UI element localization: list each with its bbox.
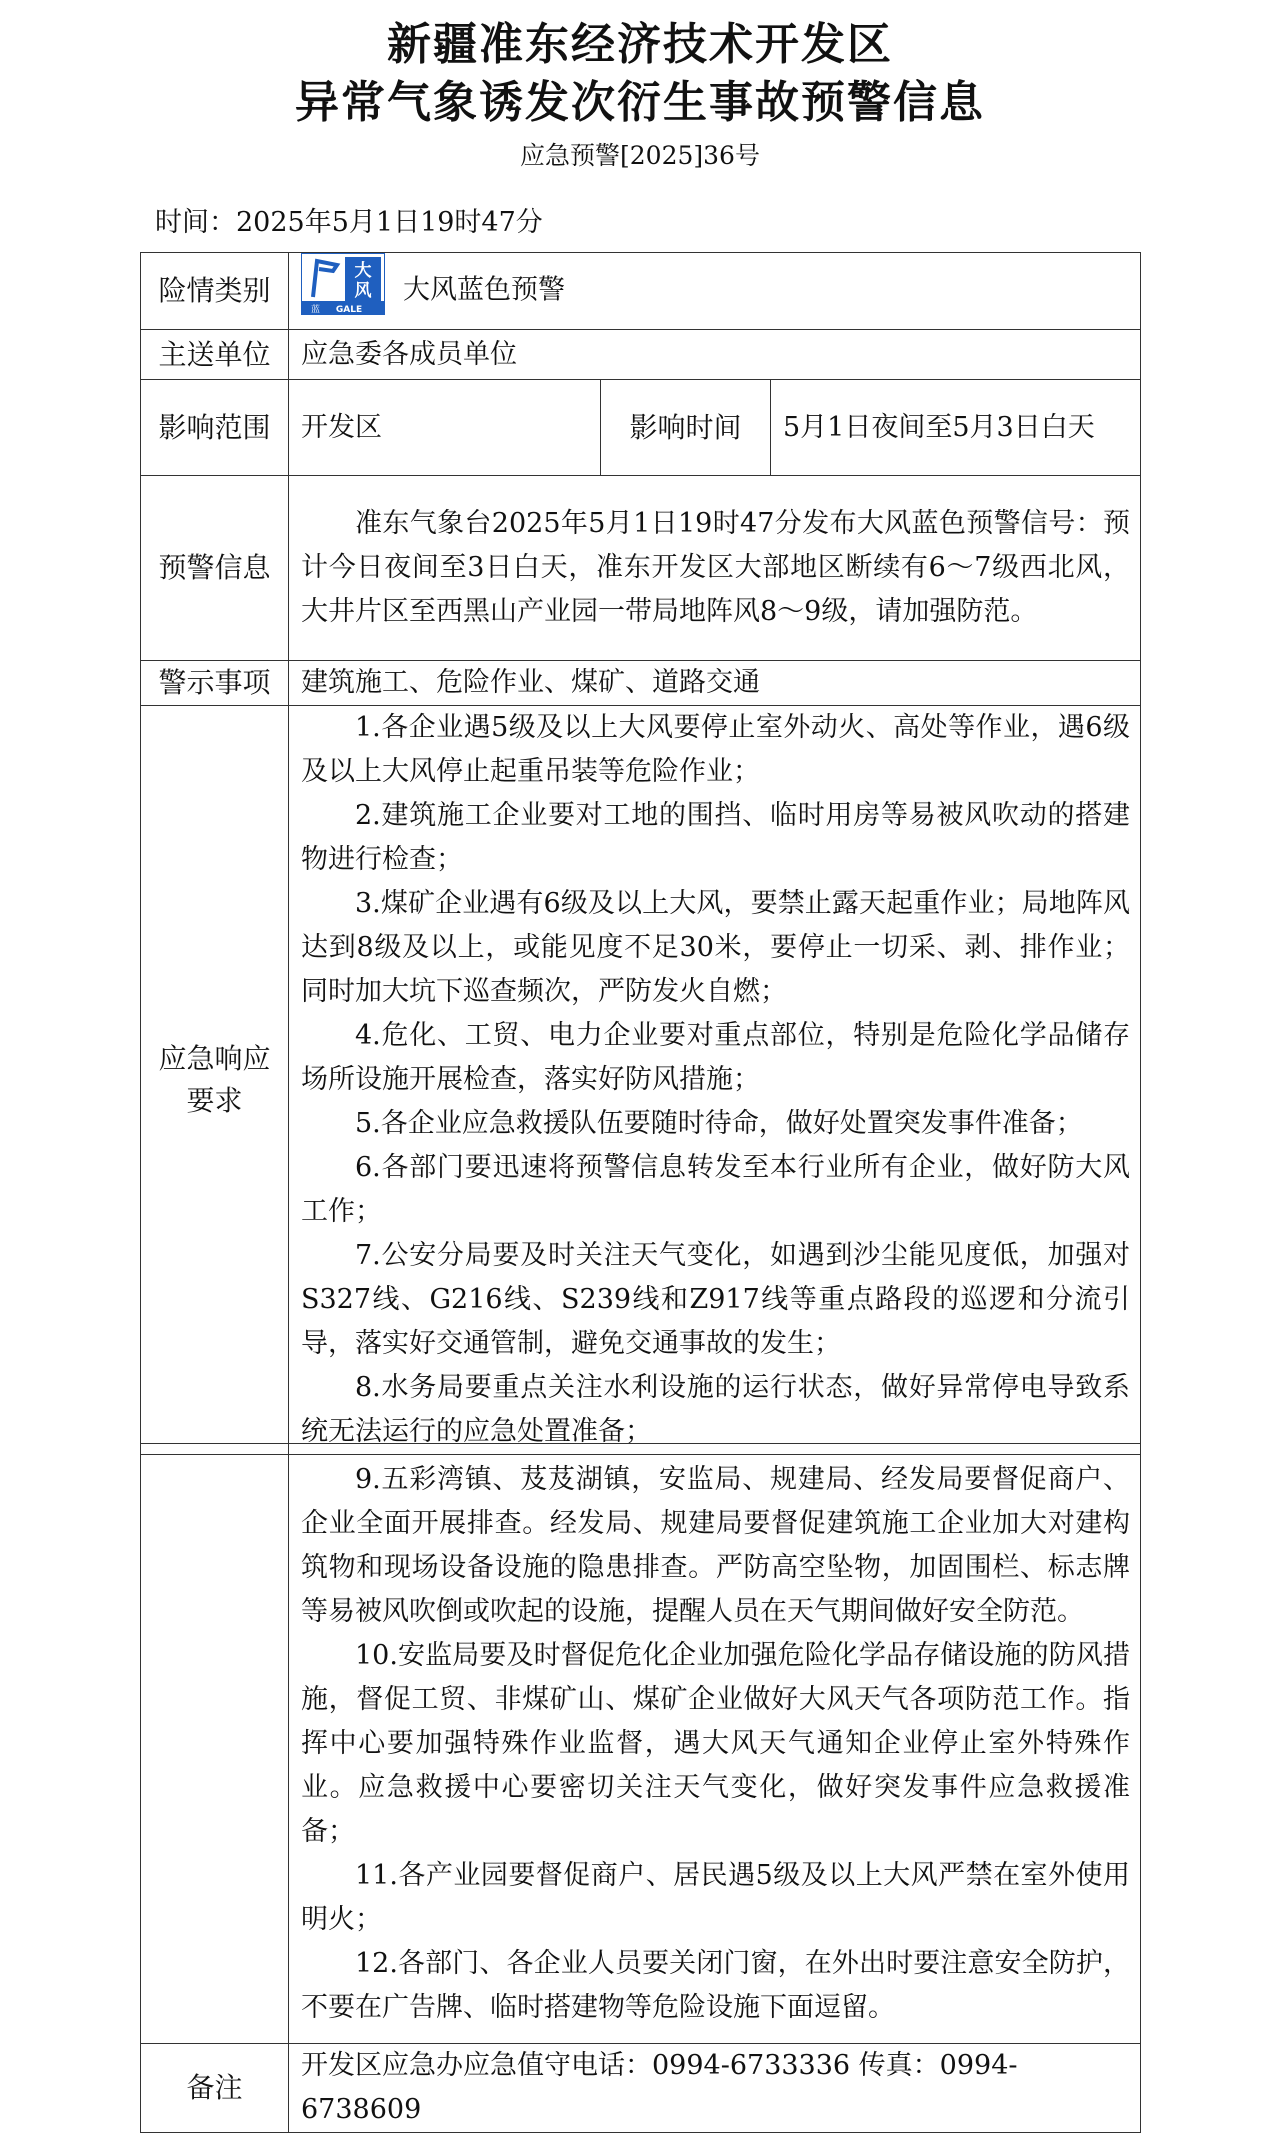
svg-text:大: 大 [354, 261, 372, 281]
period-value: 5月1日夜间至5月3日白天 [771, 380, 1141, 476]
document-number: 应急预警[2025]36号 [520, 141, 760, 170]
caution-label: 警示事项 [141, 661, 289, 706]
warning-info-label: 预警信息 [141, 476, 289, 661]
response-item: 5.各企业应急救援队伍要随时待命，做好处置突发事件准备； [355, 1108, 1083, 1139]
warning-info-value: 准东气象台2025年5月1日19时47分发布大风蓝色预警信号：预计今日夜间至3日白天，准东开发区大部地区断续有6～7级西北风，大井片区至西黑山产业园一带局地阵风8～9级，请加强防范。 [301, 508, 1131, 627]
recipient-label: 主送单位 [141, 330, 289, 380]
scope-label: 影响范围 [141, 380, 289, 476]
response-item: 6.各部门要迅速将预警信息转发至本行业所有企业，做好防大风工作； [301, 1152, 1131, 1227]
response-item: 11.各产业园要督促商户、居民遇5级及以上大风严禁在室外使用明火； [301, 1859, 1130, 1935]
period-label: 影响时间 [601, 380, 771, 476]
notes-label: 备注 [141, 2044, 289, 2133]
response-label-line1: 应急响应 [158, 1042, 271, 1075]
risk-type-label: 险情类别 [141, 253, 289, 330]
response-item: 12.各部门、各企业人员要关闭门窗，在外出时要注意安全防护，不要在广告牌、临时搭建物等危险设施下面逗留。 [301, 1947, 1130, 2023]
document-title-line2: 异常气象诱发次衍生事故预警信息 [295, 77, 985, 128]
warning-table-page2 [140, 1443, 1141, 2133]
response-item: 4.危化、工贸、电力企业要对重点部位，特别是危险化学品储存场所设施开展检查，落实好防风措施； [301, 1020, 1131, 1095]
recipient-value: 应急委各成员单位 [289, 330, 1141, 380]
response-item: 8.水务局要重点关注水利设施的运行状态，做好异常停电导致系统无法运行的应急处置准备； [301, 1372, 1131, 1447]
warning-info-cell [289, 476, 1141, 661]
response-label-continued [141, 1444, 289, 2044]
svg-text:风: 风 [354, 281, 372, 301]
svg-text:蓝: 蓝 [311, 305, 321, 315]
response-item: 3.煤矿企业遇有6级及以上大风，要禁止露天起重作业；局地阵风达到8级及以上，或能见度不足30米，要停止一切采、剥、排作业；同时加大坑下巡查频次，严防发火自燃； [301, 888, 1131, 1007]
response-label-line2: 要求 [186, 1084, 243, 1117]
gale-warning-icon [301, 253, 385, 329]
document-title-line1: 新疆准东经济技术开发区 [387, 19, 893, 70]
risk-type-value: 大风蓝色预警 [403, 274, 565, 306]
response-item: 1.各企业遇5级及以上大风要停止室外动火、高处等作业，遇6级及以上大风停止起重吊装等危险作业； [301, 712, 1131, 787]
response-item: 7.公安分局要及时关注天气变化，如遇到沙尘能见度低，加强对S327线、G216线、S239线和Z917线等重点路段的巡逻和分流引导，落实好交通管制，避免交通事故的发生； [301, 1240, 1131, 1359]
scope-value: 开发区 [289, 380, 601, 476]
svg-text:GALE: GALE [335, 305, 363, 315]
response-item: 2.建筑施工企业要对工地的围挡、临时用房等易被风吹动的搭建物进行检查； [301, 800, 1131, 875]
response-label [141, 706, 289, 1455]
response-requirements-part1 [289, 706, 1141, 1455]
response-requirements-part2 [289, 1444, 1141, 2044]
risk-type-cell [289, 253, 1141, 330]
notes-value: 开发区应急办应急值守电话：0994-6733336 传真：0994-6738609 [289, 2044, 1141, 2133]
caution-value: 建筑施工、危险作业、煤矿、道路交通 [289, 661, 1141, 706]
warning-table-page1 [140, 252, 1141, 1455]
response-item: 10.安监局要及时督促危化企业加强危险化学品存储设施的防风措施，督促工贸、非煤矿山、煤矿企业做好大风天气各项防范工作。指挥中心要加强特殊作业监督，遇大风天气通知企业停止室外特殊作业。应急救援中心要密切关注天气变化，做好突发事件应急救援准备； [301, 1639, 1130, 1847]
issue-time: 时间：2025年5月1日19时47分 [155, 207, 543, 238]
response-item: 9.五彩湾镇、芨芨湖镇，安监局、规建局、经发局要督促商户、企业全面开展排查。经发局、规建局要督促建筑施工企业加大对建构筑物和现场设备设施的隐患排查。严防高空坠物，加固围栏、标志牌等易被风吹倒或吹起的设施，提醒人员在天气期间做好安全防范。 [301, 1463, 1130, 1627]
